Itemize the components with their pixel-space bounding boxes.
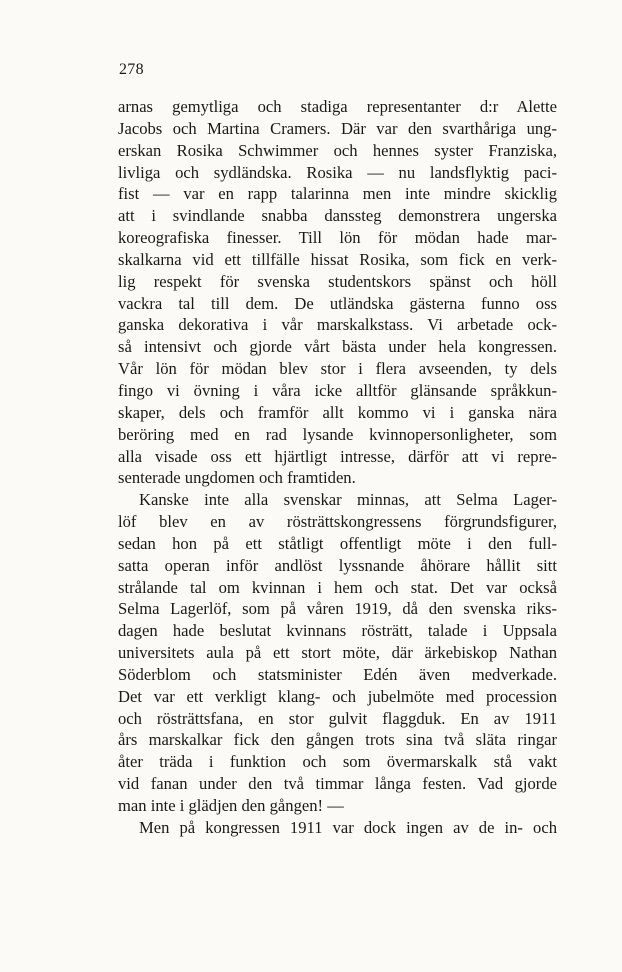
text-line: satta operan inför andlöst lyssnande åhörare hållit sitt (118, 555, 557, 575)
text-line: beröring med en rad lysande kvinnopersonligheter, som (118, 424, 557, 444)
text-line: Söderblom och statsminister Edén även medverkade. (118, 664, 557, 684)
text-line: koreografiska finesser. Till lön för mödan hade mar- (118, 228, 557, 248)
text-line: senterade ungdomen och framtiden. (118, 468, 356, 488)
text-line: vackra tal till dem. De utländska gästerna funno oss (118, 293, 557, 313)
text-line: sedan hon på ett ståtligt offentligt möte i den full- (118, 533, 557, 553)
text-line: lig respekt för svenska studentskors spänst och höll (118, 271, 557, 291)
text-line: erskan Rosika Schwimmer och hennes syster Franziska, (118, 140, 557, 160)
text-line: skaper, dels och framför allt kommo vi i ganska nära (118, 402, 557, 422)
text-line: och rösträttsfana, en stor gulvit flaggduk. En av 1911 (118, 708, 557, 728)
body-text (118, 96, 557, 839)
text-line: Kanske inte alla svenskar minnas, att Selma Lager- (139, 490, 557, 510)
text-line: alla visade oss ett hjärtligt intresse, därför att vi repre- (118, 446, 557, 466)
text-line: Men på kongressen 1911 var dock ingen av de in- och (139, 817, 557, 837)
text-line: så intensivt och gjorde vårt bästa under hela kongressen. (118, 337, 557, 357)
text-line: universitets aula på ett stort möte, där ärkebiskop Nathan (118, 643, 557, 663)
text-line: skalkarna vid ett tillfälle hissat Rosika, som fick en verk- (118, 249, 557, 269)
text-line: Det var ett verkligt klang- och jubelmöte med procession (118, 686, 557, 706)
text-line: Vår lön för mödan blev stor i flera avseenden, ty dels (118, 359, 557, 379)
text-line: ganska dekorativa i vår marskalkstass. Vi arbetade ock- (118, 315, 557, 335)
text-line: Jacobs och Martina Cramers. Där var den svarthåriga ung- (118, 118, 557, 138)
text-line: Selma Lagerlöf, som på våren 1919, då den svenska riks- (118, 599, 557, 619)
text-line: livliga och sydländska. Rosika — nu landsflyktig paci- (118, 162, 557, 182)
text-line: års marskalkar fick den gången trots sina två släta ringar (118, 730, 557, 750)
text-line: åter träda i funktion och som övermarskalk stå vakt (118, 752, 557, 772)
text-line: att i svindlande snabba danssteg demonstrera ungerska (118, 206, 557, 226)
text-line: dagen hade beslutat kvinnans rösträtt, talade i Uppsala (118, 621, 557, 641)
text-line: strålande tal om kvinnan i hem och stat. Det var också (118, 577, 557, 597)
text-line: löf blev en av rösträttskongressens förgrundsfigurer, (118, 512, 557, 532)
text-line: vid fanan under den två timmar långa festen. Vad gjorde (118, 774, 557, 794)
text-line: man inte i glädjen den gången! — (118, 796, 344, 815)
text-line: arnas gemytliga och stadiga representanter d:r Alette (118, 97, 557, 116)
text-line: fist — var en rapp talarinna men inte mindre skicklig (118, 184, 557, 204)
page-number: 278 (119, 61, 144, 78)
text-line: fingo vi övning i våra icke alltför glänsande språkkun- (118, 380, 557, 400)
